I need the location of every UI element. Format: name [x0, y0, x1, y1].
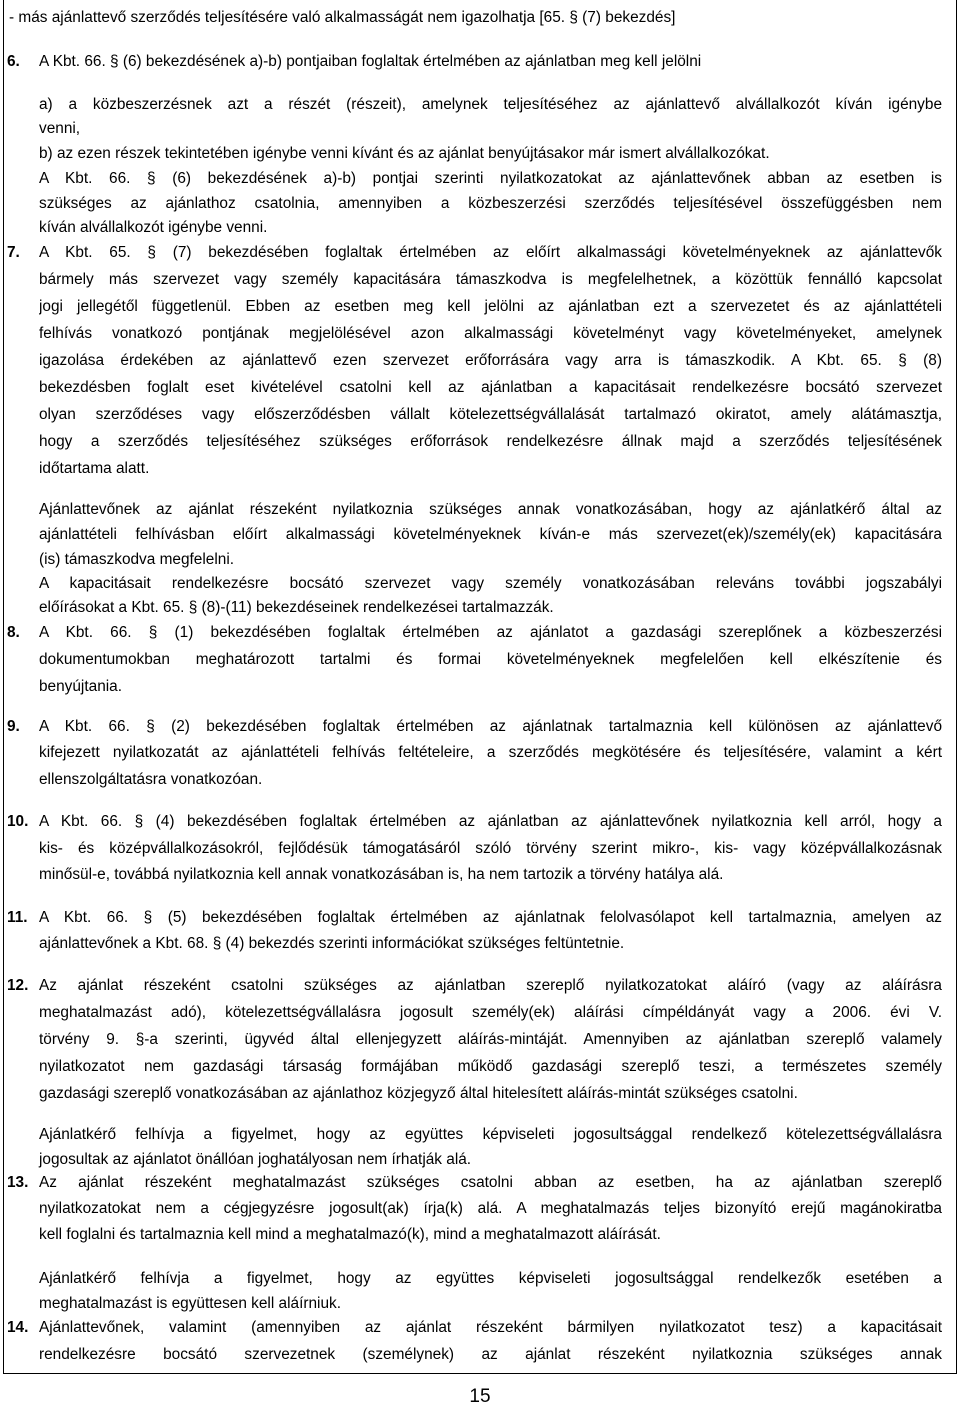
text-line: dokumentumokban meghatározott tartalmi és formai követelményeknek megfelelően kell elkészítenie és	[39, 651, 942, 668]
text-line: ajánlattételi felhívásban előírt alkalmassági követelményeknek kíván-e más szervezet(ek)/személy(ek) kapacitására	[39, 526, 942, 543]
text-line: bármely más szervezet vagy személy kapacitására támaszkodva is megfelelhetnek, a közöttük fennálló kapcsolat	[39, 271, 942, 288]
text-line: jogosultak az ajánlatot önállóan joghatályosan nem írhatják alá.	[39, 1151, 472, 1168]
text-line: (is) támaszkodva megfelelni.	[39, 551, 235, 568]
text-line: jogi jellegétől függetlenül. Ebben az esetben meg kell jelölni az ajánlatban ezt a szervezetet és az ajánlattételi	[39, 298, 942, 315]
text-line: venni,	[39, 120, 81, 137]
text-line: kifejezett nyilatkozatát az ajánlattételi felhívás feltételeire, a szerződés megkötésére és teljesítésére, valamint a kért	[39, 744, 942, 761]
text-line: időtartama alatt.	[39, 460, 150, 477]
text-line: Ajánlatkérő felhívja a figyelmet, hogy az együttes képviseleti jogosultsággal rendelkező kötelezettségvállalásra	[39, 1126, 942, 1143]
text-line: nyilatkozatokat nem a cégjegyzésre jogosult(ak) írja(k) alá. A meghatalmazás teljes bizonyító erejű magánokiratba	[39, 1200, 942, 1217]
text-line: Az ajánlat részeként csatolni szükséges az ajánlatban szereplő nyilatkozatokat aláíró (vagy az aláírásra	[39, 977, 942, 994]
text-line: kíván alvállalkozót igénybe venni.	[39, 219, 268, 236]
text-line: A Kbt. 66. § (4) bekezdésében foglaltak értelmében az ajánlatban az ajánlattevőnek nyilatkoznia kell arról, hogy a	[39, 813, 942, 830]
text-line: ellenszolgáltatásra vonatkozóan.	[39, 771, 263, 788]
item-number: 11.	[7, 909, 28, 926]
text-line: nyilatkozatot nem gazdasági társaság formájában működő gazdasági szereplő teszi, a természetes személy	[39, 1058, 942, 1075]
text-line: A Kbt. 66. § (2) bekezdésében foglaltak értelmében az ajánlatnak tartalmaznia kell különösen az ajánlattevő	[39, 718, 942, 735]
text-line: törvény 9. §-a szerinti, ügyvéd által ellenjegyzett aláírás-mintáját. Amennyiben az ajánlatban szereplő valamely	[39, 1031, 942, 1048]
text-line: A Kbt. 66. § (1) bekezdésében foglaltak értelmében az ajánlatot a gazdasági szereplőnek a közbeszerzési	[39, 624, 942, 641]
text-line: - más ajánlattevő szerződés teljesítésére való alkalmasságát nem igazolhatja [65. § (7) bekezdés]	[9, 9, 676, 26]
text-line: A Kbt. 66. § (6) bekezdésének a)-b) pontjai szerinti nyilatkozatokat az ajánlattevőnek abban az esetben is	[39, 170, 942, 187]
text-line: Az ajánlat részeként meghatalmazást szükséges csatolni abban az esetben, ha az ajánlatban szereplő	[39, 1174, 942, 1191]
text-line: benyújtania.	[39, 678, 123, 695]
item-number: 7.	[7, 244, 20, 261]
text-line: A Kbt. 66. § (5) bekezdésében foglaltak értelmében az ajánlatnak felolvasólapot kell tartalmaznia, amelyen az	[39, 909, 942, 926]
text-line: minősül-e, továbbá nyilatkoznia kell annak vonatkozásában is, ha nem tartozik a törvény hatálya alá.	[39, 866, 724, 883]
text-line: A Kbt. 65. § (7) bekezdésében foglaltak értelmében az előírt alkalmassági követelményeknek az ajánlattevők	[39, 244, 942, 261]
text-line: kell foglalni és tartalmaznia kell mind a meghatalmazó(k), mind a meghatalmazott aláírását.	[39, 1226, 661, 1243]
item-number: 8.	[7, 624, 20, 641]
text-line: igazolása érdekében az ajánlattevő ezen szervezet erőforrására vagy arra is támaszkodik. A Kbt. 65. § (8)	[39, 352, 942, 369]
text-line: meghatalmazást adó), kötelezettségvállalásra jogosult személy(ek) aláírási címpéldányát vagy a 2006. évi V.	[39, 1004, 942, 1021]
text-line: Ajánlattevőnek, valamint (amennyiben az ajánlat részeként bármilyen nyilatkozatot tesz) a kapacitásait	[39, 1319, 942, 1336]
item-number: 12.	[7, 977, 29, 994]
item-number: 13.	[7, 1174, 29, 1191]
item-number: 9.	[7, 718, 20, 735]
text-line: szükséges az ajánlathoz csatolnia, amennyiben a közbeszerzési szerződés teljesítésével összefüggésben nem	[39, 195, 942, 212]
text-line: A kapacitásait rendelkezésre bocsátó szervezet vagy személy vonatkozásában releváns további jogszabályi	[39, 575, 942, 592]
text-line: meghatalmazást is együttesen kell aláírniuk.	[39, 1295, 341, 1312]
text-line: olyan szerződéses vagy előszerződésben vállalt kötelezettségvállalását tartalmazó okiratot, amely alátámasztja,	[39, 406, 942, 423]
text-line: b) az ezen részek tekintetében igénybe venni kívánt és az ajánlat benyújtásakor már ismert alvállalkozókat.	[39, 145, 770, 162]
text-line: A Kbt. 66. § (6) bekezdésének a)-b) pontjaiban foglaltak értelmében az ajánlatban meg kell jelölni	[39, 53, 702, 70]
text-line: rendelkezésre bocsátó szervezetnek (személynek) az ajánlat részeként nyilatkoznia szükséges annak	[39, 1346, 942, 1363]
page-number: 15	[469, 1386, 491, 1407]
text-line: Ajánlattevőnek az ajánlat részeként nyilatkoznia szükséges annak vonatkozásában, hogy az ajánlatkérő által az	[39, 501, 942, 518]
text-line: a) a közbeszerzésnek azt a részét (részeit), amelynek teljesítéséhez az ajánlattevő alvállalkozót kíván igénybe	[39, 96, 942, 113]
text-line: Ajánlatkérő felhívja a figyelmet, hogy az együttes képviseleti jogosultsággal rendelkezők esetében a	[39, 1270, 942, 1287]
text-line: előírásokat a Kbt. 65. § (8)-(11) bekezdéseinek rendelkezései tartalmazzák.	[39, 599, 554, 616]
text-line: hogy a szerződés teljesítéséhez szükséges erőforrások rendelkezésre állnak majd a szerződés teljesítésének	[39, 433, 942, 450]
item-number: 10.	[7, 813, 29, 830]
item-number: 14.	[7, 1319, 29, 1336]
text-line: gazdasági szereplő vonatkozásában az ajánlathoz közjegyző által hitelesített aláírás-mintát szükséges csatolni.	[39, 1085, 798, 1102]
text-line: kis- és középvállalkozásokról, fejlődésük támogatásáról szóló törvény szerint mikro-, kis- vagy középvállalkozásnak	[39, 840, 942, 857]
text-line: felhívás vonatkozó pontjának megjelölésével azon alkalmassági követelményt vagy követelményeket, amelynek	[39, 325, 942, 342]
item-number: 6.	[7, 53, 20, 70]
text-line: bekezdésben foglalt eset kivételével csatolni kell az ajánlatban a kapacitásait rendelkezésre bocsátó szervezet	[39, 379, 942, 396]
text-line: ajánlattevőnek a Kbt. 68. § (4) bekezdés szerinti információkat szükséges feltüntetnie.	[39, 935, 625, 952]
